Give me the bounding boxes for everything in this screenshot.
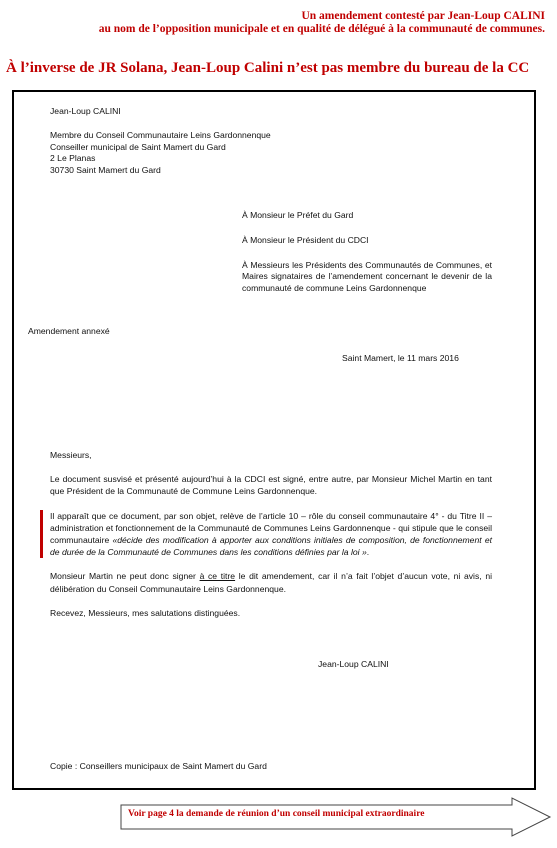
next-page-arrow [120,797,552,837]
annex-note: Amendement annexé [28,326,110,336]
salutation: Messieurs, [50,450,92,460]
sender-line: 2 Le Planas [50,153,96,164]
paragraph-3 [50,570,492,594]
paragraph-2-highlighted [50,510,492,559]
copy-note: Copie : Conseillers municipaux de Saint Mamert du Gard [50,761,267,771]
letter-body [50,449,492,631]
recipients-block [242,210,492,295]
signature: Jean-Loup CALINI [318,659,389,669]
closing-line: Recevez, Messieurs, mes salutations distinguées. [50,607,241,618]
paragraph-3-underlined: à ce titre [199,571,236,582]
sender-line: 30730 Saint Mamert du Gard [50,165,161,176]
header-block [25,10,545,36]
sender-block [50,106,271,177]
paragraph-2-text: Il apparaît que ce document, par son objet, relève de l’article 10 – rôle du conseil communautaire 4° - du Titre II – administration et fonctionnement de la Communauté de Communes Leins Gardonnenque - qui stipule que le conseil communautaire [50,510,492,546]
sender-line: Conseiller municipal de Saint Mamert du Gard [50,141,226,152]
sender-line: Membre du Conseil Communautaire Leins Gardonnenque [50,129,271,140]
recipient-cdci: À Monsieur le Président du CDCI [242,234,369,245]
paragraph-1: Le document susvisé et présenté aujourd’hui à la CDCI est signé, entre autre, par Monsieur Michel Martin en tant que Président de la Communauté de Commune Leins Gardonnenque. [50,474,492,497]
recipient-presidents: À Messieurs les Présidents des Communautés de Communes, et Maires signataires de l’amendement concernant le devenir de la communauté de commune Leins Gardonnenque [242,259,492,294]
letter-document [12,90,536,790]
paragraph-2-quote: «décide des modification à apporter aux conditions initiales de composition, de fonctionnement et de durée de la Communauté de Communes dans les conditions définies par la loi » [50,535,492,558]
page-subtitle: À l’inverse de JR Solana, Jean-Loup Calini n’est pas membre du bureau de la CC [6,60,530,76]
recipient-prefet: À Monsieur le Préfet du Gard [242,210,354,220]
letter-date: Saint Mamert, le 11 mars 2016 [342,353,459,363]
paragraph-3-start: Monsieur Martin ne peut donc signer [50,571,200,582]
header-line-1: Un amendement contesté par Jean-Loup CALINI [301,10,545,22]
sender-name: Jean-Loup CALINI [50,106,121,116]
arrow-text: Voir page 4 la demande de réunion d’un conseil municipal extraordinaire [128,809,425,819]
header-line-2: au nom de l’opposition municipale et en qualité de délégué à la communauté de communes. [98,23,545,35]
paragraph-3-end: le dit amendement, car il n’a fait l’objet d’aucun vote, ni avis, ni délibération du Conseil Communautaire Leins Gardonnenque. [50,571,493,594]
paragraph-2-end: . [366,547,370,558]
